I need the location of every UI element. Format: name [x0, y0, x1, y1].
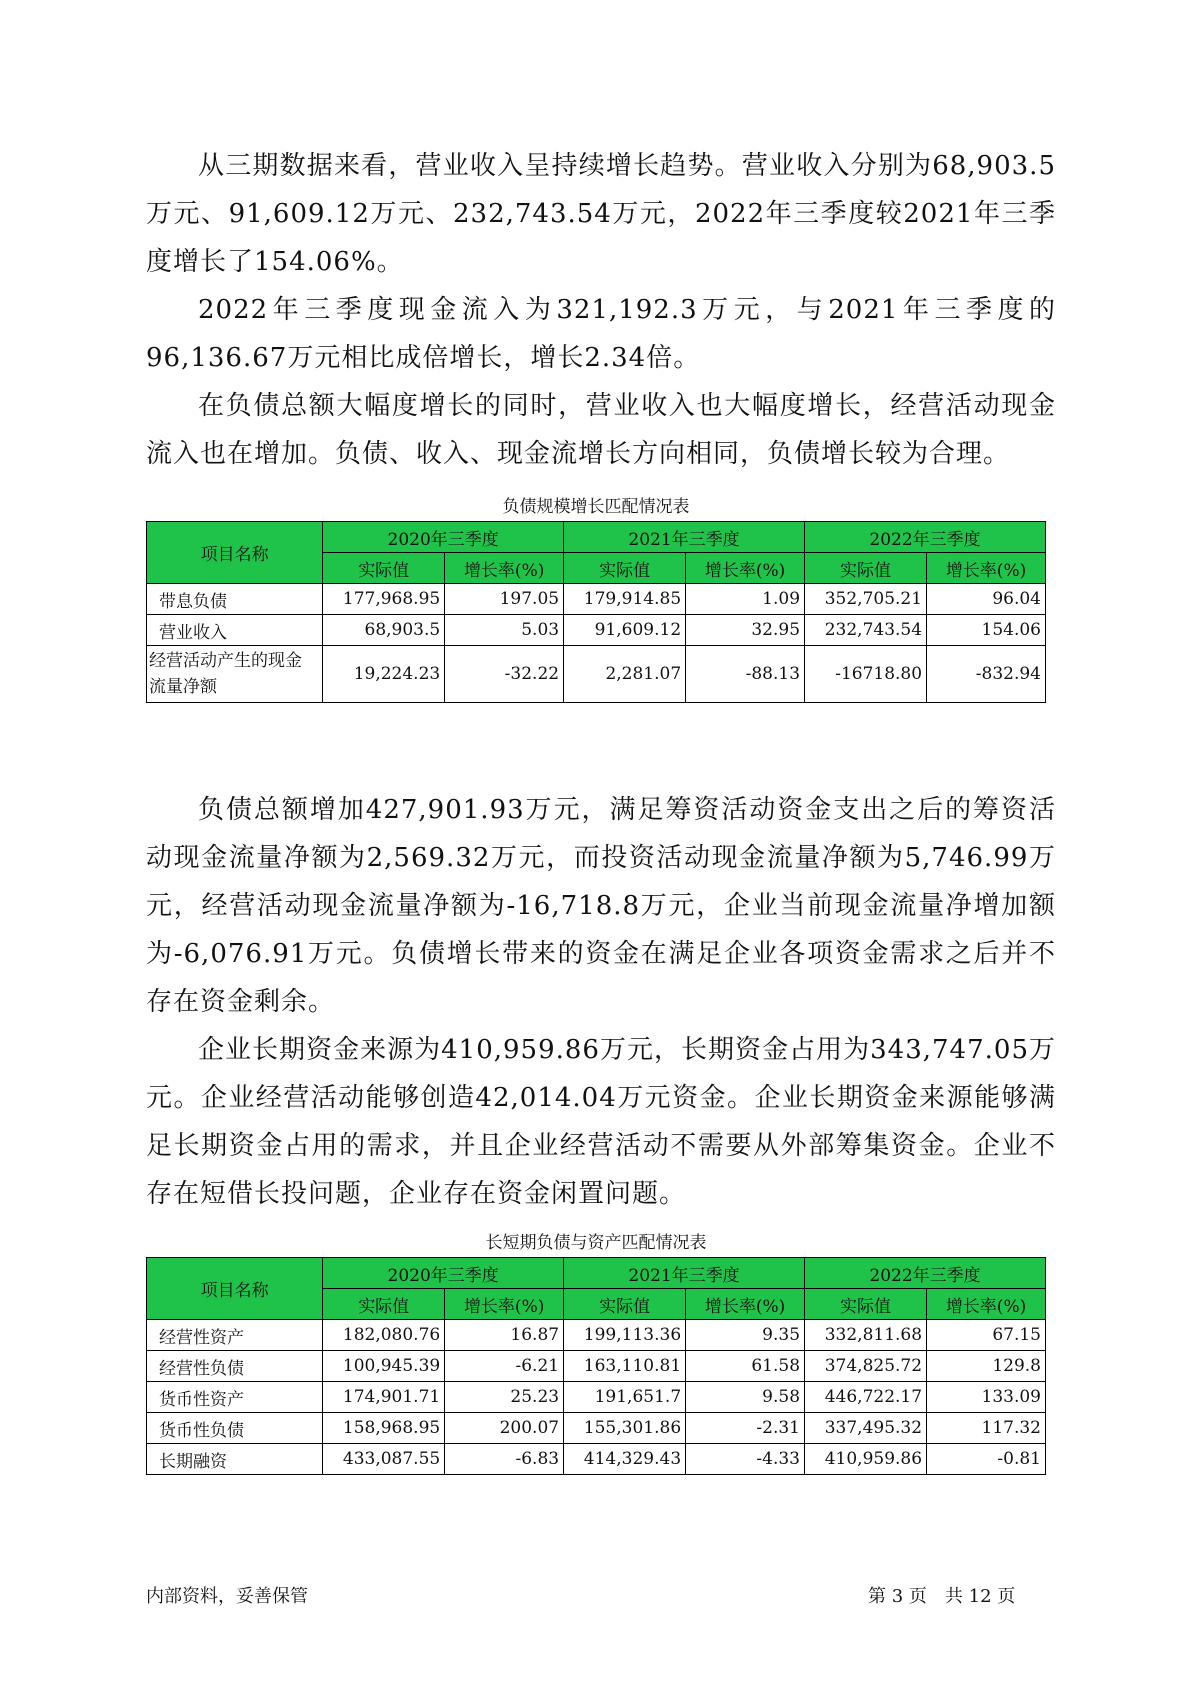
table-header-actual: 实际值	[564, 553, 686, 584]
table-header-period: 2022年三季度	[805, 1258, 1046, 1289]
current-page: 3	[891, 1586, 904, 1607]
paragraph-long-term-funds: 企业长期资金来源为410,959.86万元，长期资金占用为343,747.05万元。企业经营活动能够创造42,014.04万元资金。企业长期资金来源能够满足长期资金占用的需求，并且企业经营活动不需要从外部筹集资金。企业不存在短借长投问题，企业存在资金闲置问题。	[146, 1035, 1056, 1209]
cell-value: 446,722.17	[805, 1382, 927, 1413]
table-header-growth: 增长率(%)	[927, 553, 1046, 584]
table-row	[147, 1351, 1046, 1382]
table-row	[147, 1413, 1046, 1444]
table-caption-debt-scale: 负债规模增长匹配情况表	[502, 497, 690, 517]
cell-value: 155,301.86	[564, 1413, 686, 1444]
cell-value: -4.33	[686, 1444, 805, 1475]
table-header-growth: 增长率(%)	[686, 1289, 805, 1320]
paragraph-cash-inflow: 2022年三季度现金流入为321,192.3万元，与2021年三季度的96,136.67万元相比成倍增长，增长2.34倍。	[146, 295, 1056, 373]
cell-value: 374,825.72	[805, 1351, 927, 1382]
cell-value: 200.07	[445, 1413, 564, 1444]
row-label: 货币性负债	[147, 1413, 323, 1444]
cell-value: 232,743.54	[805, 615, 927, 646]
table-header-period: 2020年三季度	[323, 522, 564, 553]
cell-value: 174,901.71	[323, 1382, 445, 1413]
page-suffix: 页	[997, 1586, 1016, 1607]
cell-value: -16718.80	[805, 646, 927, 703]
table-row	[147, 615, 1046, 646]
cell-value: 177,968.95	[323, 584, 445, 615]
row-label: 营业收入	[147, 615, 323, 646]
table-row	[147, 1444, 1046, 1475]
page-prefix: 第	[868, 1586, 886, 1607]
table-header-actual: 实际值	[323, 553, 445, 584]
cell-value: 197.05	[445, 584, 564, 615]
cell-value: 158,968.95	[323, 1413, 445, 1444]
table-row	[147, 584, 1046, 615]
table-header-actual: 实际值	[564, 1289, 686, 1320]
table-header-period: 2021年三季度	[564, 522, 805, 553]
table-row	[147, 646, 1046, 703]
footer-confidential-note: 内部资料，妥善保管	[146, 1586, 308, 1607]
cell-value: 9.35	[686, 1320, 805, 1351]
paragraph-revenue-trend: 从三期数据来看，营业收入呈持续增长趋势。营业收入分别为68,903.5万元、91,609.12万元、232,743.54万元，2022年三季度较2021年三季度增长了154.06%。	[146, 151, 1056, 277]
cell-value: -2.31	[686, 1413, 805, 1444]
cell-value: 25.23	[445, 1382, 564, 1413]
table-header-item: 项目名称	[147, 1258, 323, 1320]
cell-value: 352,705.21	[805, 584, 927, 615]
cell-value: -0.81	[927, 1444, 1046, 1475]
cell-value: 129.8	[927, 1351, 1046, 1382]
table-row	[147, 1382, 1046, 1413]
cell-value: 2,281.07	[564, 646, 686, 703]
table-header-growth: 增长率(%)	[445, 1289, 564, 1320]
cell-value: 1.09	[686, 584, 805, 615]
cell-value: 337,495.32	[805, 1413, 927, 1444]
cell-value: -832.94	[927, 646, 1046, 703]
debt-scale-table	[146, 521, 1046, 703]
cell-value: -6.21	[445, 1351, 564, 1382]
cell-value: 19,224.23	[323, 646, 445, 703]
long-short-match-table	[146, 1257, 1046, 1475]
table-row	[147, 1320, 1046, 1351]
cell-value: 100,945.39	[323, 1351, 445, 1382]
cell-value: 433,087.55	[323, 1444, 445, 1475]
cell-value: 68,903.5	[323, 615, 445, 646]
row-label: 经营活动产生的现金流量净额	[147, 646, 323, 703]
cell-value: 5.03	[445, 615, 564, 646]
paragraph-total-debt: 负债总额增加427,901.93万元，满足筹资活动资金支出之后的筹资活动现金流量净额为2,569.32万元，而投资活动现金流量净额为5,746.99万元，经营活动现金流量净额为-16,718.8万元，企业当前现金流量净增加额为-6,076.91万元。负债增长带来的资金在满足企业各项资金需求之后并不存在资金剩余。	[146, 795, 1056, 1017]
table-caption-long-short: 长短期负债与资产匹配情况表	[485, 1233, 707, 1253]
row-label: 经营性资产	[147, 1320, 323, 1351]
cell-value: -6.83	[445, 1444, 564, 1475]
cell-value: 182,080.76	[323, 1320, 445, 1351]
cell-value: 67.15	[927, 1320, 1046, 1351]
cell-value: 332,811.68	[805, 1320, 927, 1351]
paragraph-debt-growth: 在负债总额大幅度增长的同时，营业收入也大幅度增长，经营活动现金流入也在增加。负债、收入、现金流增长方向相同，负债增长较为合理。	[146, 391, 1056, 469]
table-header-growth: 增长率(%)	[686, 553, 805, 584]
table-header-actual: 实际值	[323, 1289, 445, 1320]
page-mid: 页 共	[908, 1586, 963, 1607]
row-label: 货币性资产	[147, 1382, 323, 1413]
table-header-period: 2020年三季度	[323, 1258, 564, 1289]
cell-value: 179,914.85	[564, 584, 686, 615]
cell-value: 9.58	[686, 1382, 805, 1413]
table-header-period: 2021年三季度	[564, 1258, 805, 1289]
cell-value: 61.58	[686, 1351, 805, 1382]
table-header-growth: 增长率(%)	[445, 553, 564, 584]
cell-value: 133.09	[927, 1382, 1046, 1413]
cell-value: 163,110.81	[564, 1351, 686, 1382]
table-header-item: 项目名称	[147, 522, 323, 584]
row-label: 经营性负债	[147, 1351, 323, 1382]
cell-value: 32.95	[686, 615, 805, 646]
table-header-actual: 实际值	[805, 1289, 927, 1320]
cell-value: 117.32	[927, 1413, 1046, 1444]
row-label: 长期融资	[147, 1444, 323, 1475]
cell-value: 96.04	[927, 584, 1046, 615]
cell-value: -88.13	[686, 646, 805, 703]
table-header-growth: 增长率(%)	[927, 1289, 1046, 1320]
page-number	[868, 1582, 1015, 1608]
cell-value: 154.06	[927, 615, 1046, 646]
cell-value: -32.22	[445, 646, 564, 703]
cell-value: 16.87	[445, 1320, 564, 1351]
cell-value: 199,113.36	[564, 1320, 686, 1351]
cell-value: 91,609.12	[564, 615, 686, 646]
cell-value: 410,959.86	[805, 1444, 927, 1475]
cell-value: 414,329.43	[564, 1444, 686, 1475]
table-header-actual: 实际值	[805, 553, 927, 584]
row-label: 带息负债	[147, 584, 323, 615]
table-header-period: 2022年三季度	[805, 522, 1046, 553]
total-pages: 12	[968, 1586, 992, 1607]
cell-value: 191,651.7	[564, 1382, 686, 1413]
